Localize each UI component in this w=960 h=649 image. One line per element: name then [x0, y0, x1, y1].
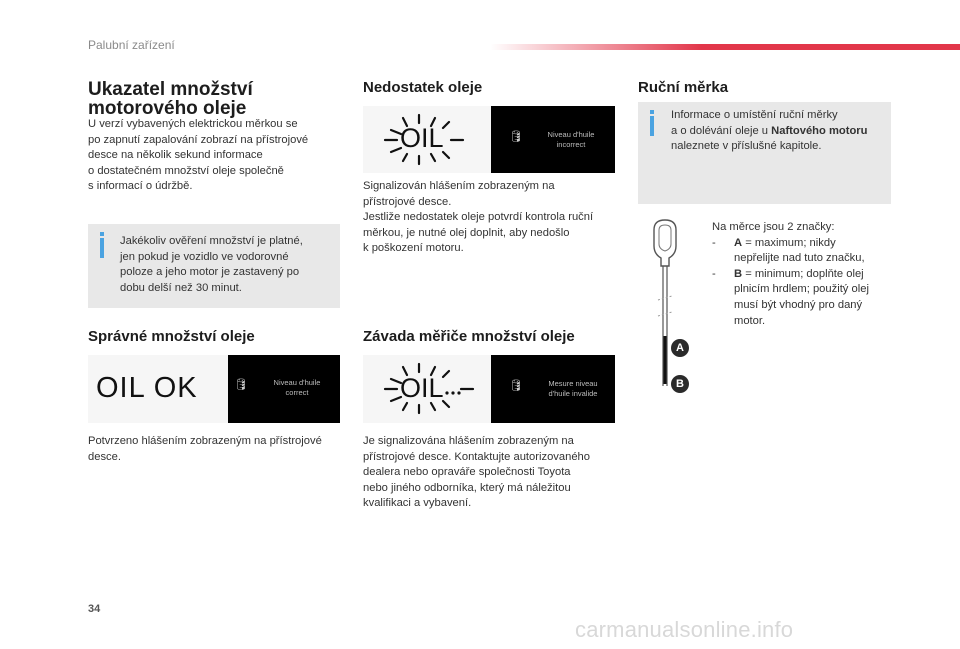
marks-intro: Na měrce jsou 2 značky:: [712, 221, 835, 233]
mark-a-item: - A = maximum; nikdy nepřelijte nad tuto značku,: [712, 236, 865, 265]
info-icon-2: [650, 116, 654, 136]
correct-oil-text: Potvrzeno hlášením zobrazeným na přístrojové desce.: [88, 435, 322, 463]
oil-can-icon-low: 🛢: [509, 131, 523, 143]
heading-correct-oil: Správné množství oleje: [88, 328, 255, 345]
display-panel-oil-low: [363, 106, 491, 173]
info-icon-dot: [100, 232, 104, 236]
header-accent-line: [490, 44, 960, 50]
heading-low-oil: Nedostatek oleje: [363, 79, 483, 96]
mark-b-item: - B = minimum; doplňte olej plnicím hrdlem; použitý olej musí být vhodný pro daný motor.: [712, 267, 869, 327]
heading-line-2: motorového oleje: [88, 98, 247, 119]
info-box-dipstick: [638, 102, 891, 204]
dipstick-illustration: [640, 218, 700, 398]
gauge-fault-text: Je signalizována hlášením zobrazeným na přístrojové desce. Kontaktujte autorizovaného dealera nebo opraváře společnosti Toyota nebo jiného odborníka, který má náležitou kvalifikaci a vybavení.: [363, 435, 590, 510]
oil-text-fault: OIL: [400, 373, 444, 403]
heading-gauge-fault: Závada měřiče množství oleje: [363, 328, 575, 345]
section-label: Palubní zařízení: [88, 38, 175, 52]
heading-line-1: Ukazatel množství: [88, 79, 253, 100]
screen-message-low: Niveau d'huile incorrect: [547, 130, 595, 149]
info-line-3: naleznete v příslušné kapitole.: [671, 140, 822, 153]
display-panel-oil-fault: [363, 355, 491, 423]
mark-a-text: = maximum; nikdy nepřelijte nad tuto značku,: [734, 236, 865, 265]
info-line-2-pre: a o dolévání oleje u: [671, 124, 772, 137]
info-line-1: Informace o umístění ruční měrky: [671, 109, 838, 121]
display-screen-fault: [491, 355, 615, 423]
info-text: Jakékoliv ověření množství je platné, jen pokud je vozidlo ve vodorovné poloze a jeho motor je zastavený po dobu delší než 30 minut.: [120, 235, 303, 294]
oil-can-icon-fault: 🛢: [509, 380, 523, 392]
mark-b-letter: B: [734, 267, 743, 280]
mark-b-label: B: [671, 375, 689, 393]
mark-a-letter: A: [734, 236, 743, 249]
display-screen-low: [491, 106, 615, 173]
heading-dipstick: Ruční měrka: [638, 79, 729, 96]
heading-oil-level-indicator: [88, 80, 348, 118]
display-screen-correct: [228, 355, 340, 423]
screen-message-fault: Mesure niveau d'huile invalide: [548, 379, 598, 398]
info-icon-dot-2: [650, 110, 654, 114]
mark-b-text: = minimum; doplňte olej plnicím hrdlem; použitý olej musí být vhodný pro daný motor.: [734, 267, 869, 327]
oil-can-icon: 🛢: [234, 379, 248, 391]
oil-ok-text: OIL OK: [96, 372, 198, 404]
diesel-engine-link-text: Naftového motoru: [771, 124, 868, 137]
info-box-measurement: [88, 224, 340, 308]
page-number: 34: [88, 603, 101, 615]
intro-paragraph: U verzí vybavených elektrickou měrkou se po zapnutí zapalování zobrazí na přístrojové desce na několik sekund informace o dostatečném množství oleje společně s informací o údržbě.: [88, 118, 309, 193]
info-icon: [100, 238, 104, 258]
mark-a-label: A: [671, 339, 689, 357]
oil-text-low: OIL: [400, 123, 444, 153]
watermark: carmanualsonline.info: [575, 617, 794, 642]
screen-message-correct: Niveau d'huile correct: [273, 378, 321, 397]
dipstick-info-text: [671, 108, 891, 155]
display-panel-oil-ok: [88, 355, 228, 423]
dipstick-marks-text: [712, 220, 892, 329]
low-oil-text: Signalizován hlášením zobrazeným na přístrojové desce. Jestliže nedostatek oleje potvrdí kontrola ruční měrkou, je nutné olej doplnit, aby nedošlo k poškození motoru.: [363, 180, 594, 255]
